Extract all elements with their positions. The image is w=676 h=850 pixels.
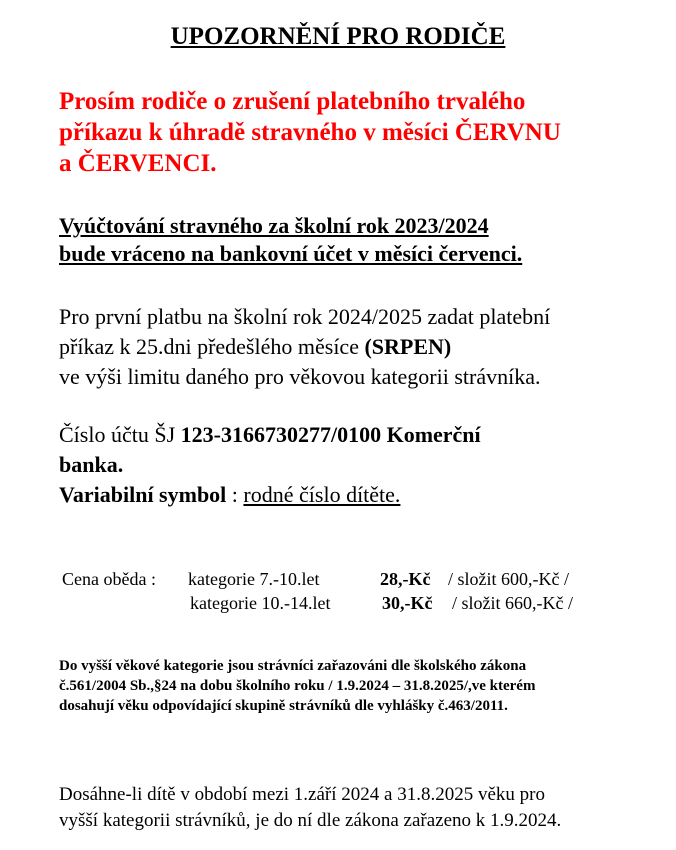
price-row [62, 567, 622, 591]
variable-symbol-label: Variabilní symbol [59, 482, 227, 507]
first-payment-line-1: Pro první platbu na školní rok 2024/2025 zadat platební [59, 304, 551, 329]
first-payment-line-3: ve výši limitu daného pro věkovou kategorii strávníka. [59, 364, 541, 389]
account-bank-cont: banka. [59, 452, 124, 477]
notice-line-3: a ČERVENCI. [59, 150, 217, 177]
account-label: Číslo účtu ŠJ [59, 422, 181, 447]
variable-symbol-value: rodné číslo dítěte. [243, 482, 401, 507]
account-number: 123-3166730277/0100 Komerční [180, 422, 481, 447]
notice-line-1: Prosím rodiče o zrušení platebního trvalého [59, 88, 526, 115]
first-payment-deadline: příkaz k 25.dni předešlého měsíce [59, 334, 365, 359]
account-line [59, 420, 659, 450]
settlement-line-2: bude vráceno na bankovní účet v měsíci červenci. [59, 241, 523, 266]
lunch-price-table [62, 567, 622, 615]
note-line-2: č.561/2004 Sb.,§24 na dobu školního roku / 1.9.2024 – 31.8.2025/,ve kterém [59, 678, 536, 694]
footer-line-1: Dosáhne-li dítě v období mezi 1.září 2024 a 31.8.2025 věku pro [59, 784, 545, 805]
first-payment-line-2 [59, 332, 659, 362]
age-category-note [59, 656, 659, 716]
price-label: Cena oběda : [62, 569, 156, 589]
note-line-1: Do vyšší věkové kategorie jsou strávníci zařazováni dle školského zákona [59, 658, 527, 674]
page-title: UPOZORNĚNÍ PRO RODIČE [170, 23, 506, 50]
footer-line-2: vyšší kategorii strávníků, je do ní dle zákona zařazeno k 1.9.2024. [59, 810, 562, 831]
note-line-3: dosahují věku odpovídající skupině strávníků dle vyhlášky č.463/2011. [59, 698, 508, 714]
variable-symbol-separator: : [226, 482, 244, 507]
age-change-footer [59, 782, 659, 834]
settlement-line-1: Vyúčtování stravného za školní rok 2023/2024 [59, 213, 489, 238]
price-deposit: / složit 600,-Kč / [448, 569, 569, 589]
first-payment-month: (SRPEN) [364, 334, 452, 359]
notice-line-2: příkazu k úhradě stravného v měsíci ČERVNU [59, 119, 561, 146]
price-amount: 30,-Kč [382, 593, 433, 613]
price-category: kategorie 7.-10.let [188, 569, 320, 589]
bank-account-info [59, 420, 659, 510]
variable-symbol-line [59, 480, 659, 510]
settlement-notice [59, 212, 659, 268]
cancel-standing-order-notice [59, 86, 659, 179]
price-row [62, 591, 622, 615]
price-deposit: / složit 660,-Kč / [452, 593, 573, 613]
price-category: kategorie 10.-14.let [190, 593, 331, 613]
first-payment-instructions [59, 302, 659, 392]
price-amount: 28,-Kč [380, 569, 431, 589]
